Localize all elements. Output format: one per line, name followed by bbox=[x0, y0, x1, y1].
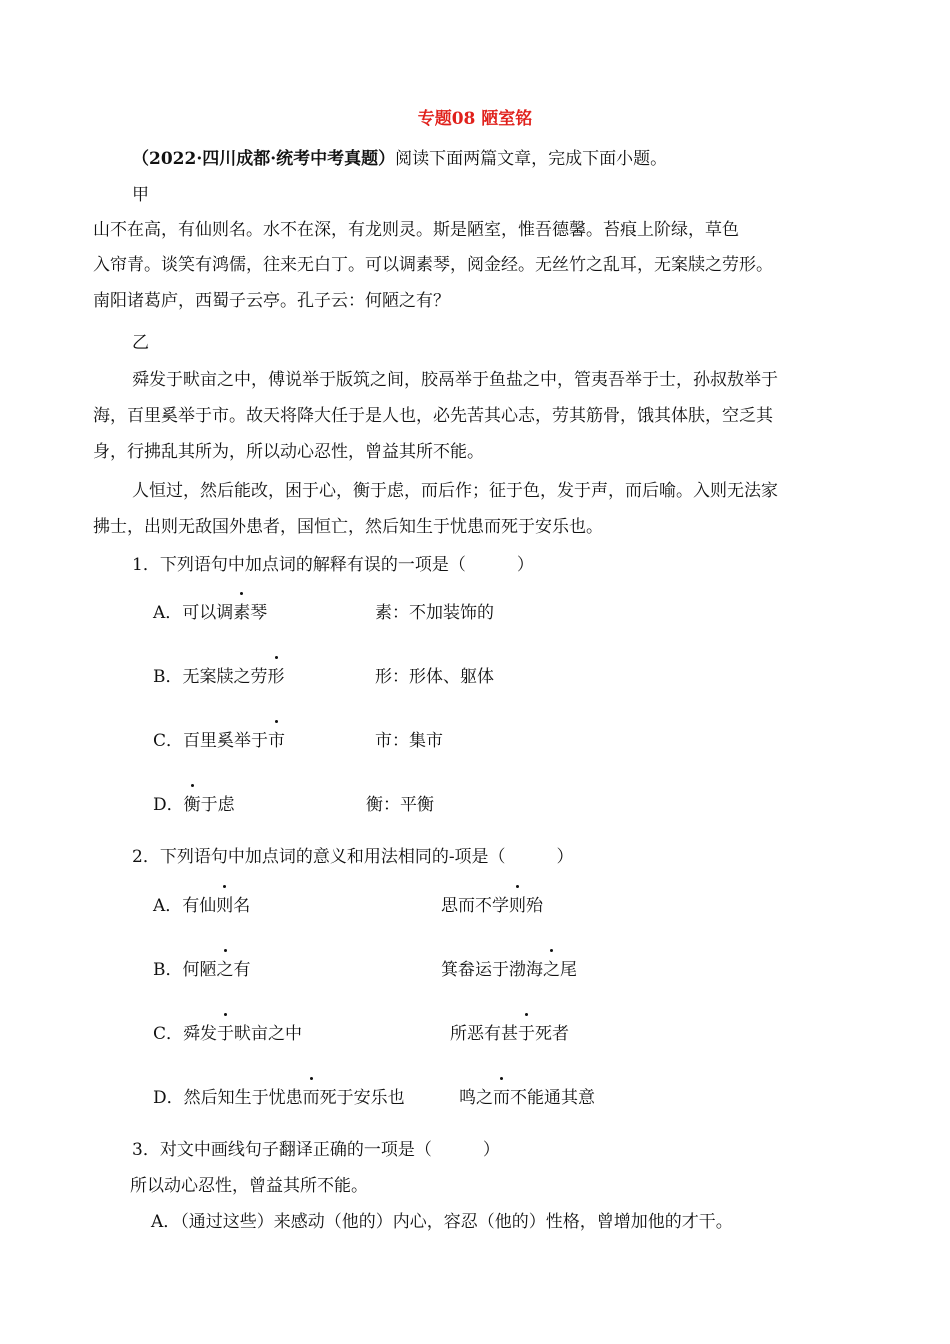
dotted-char: 形 bbox=[268, 662, 285, 687]
dotted-char: 衡 bbox=[184, 790, 201, 815]
q2-option-d-right: 鸣之而不能通其意 bbox=[459, 1083, 595, 1108]
q3-option-a: A．（通过这些）来感动（他的）内心，容忍（他的）性格，曾增加他的才干。 bbox=[151, 1212, 733, 1232]
yi-line: 身，行拂乱其所为，所以动心忍性，曾益其所不能。 bbox=[93, 442, 484, 462]
q1-option-d: D．衡于虑 bbox=[153, 790, 235, 815]
page-title: 专题08 陋室铭 bbox=[417, 109, 533, 129]
intro-line bbox=[132, 144, 667, 169]
question-1-stem: 1．下列语句中加点词的解释有误的一项是（ ） bbox=[132, 555, 534, 575]
source-label: （2022·四川成都·统考中考真题） bbox=[132, 149, 396, 169]
jia-label: 甲 bbox=[132, 185, 149, 205]
jia-line: 南阳诸葛庐，西蜀子云亭。孔子云：何陋之有？ bbox=[93, 291, 450, 311]
yi-line: 人恒过，然后能改，困于心，衡于虑，而后作；征于色，发于声，而后喻。入则无法家 bbox=[132, 481, 778, 501]
q1-option-d-answer: 衡：平衡 bbox=[366, 795, 434, 815]
yi-line: 舜发于畎亩之中，傅说举于版筑之间，胶鬲举于鱼盐之中，管夷吾举于士，孙叔敖举于 bbox=[132, 370, 778, 390]
dotted-char: 则 bbox=[216, 891, 233, 916]
q1-option-b: B．无案牍之劳形 bbox=[153, 662, 285, 687]
yi-label: 乙 bbox=[132, 333, 149, 353]
dotted-char: 于 bbox=[217, 1019, 234, 1044]
dotted-char: 而 bbox=[493, 1083, 510, 1108]
dotted-char: 而 bbox=[303, 1083, 320, 1108]
dotted-char: 素 bbox=[233, 598, 250, 623]
jia-line: 入帘青。谈笑有鸿儒，往来无白丁。可以调素琴，阅金经。无丝竹之乱耳，无案牍之劳形。 bbox=[93, 255, 773, 275]
q1-option-b-answer: 形：形体、躯体 bbox=[375, 667, 494, 687]
intro-text: 阅读下面两篇文章，完成下面小题。 bbox=[395, 149, 668, 169]
q1-option-a-answer: 素：不加装饰的 bbox=[375, 603, 494, 623]
question-2-stem: 2．下列语句中加点词的意义和用法相同的-项是（ ） bbox=[132, 847, 574, 867]
jia-line: 山不在高，有仙则名。水不在深，有龙则灵。斯是陋室，惟吾德馨。苔痕上阶绿，草色 bbox=[93, 220, 739, 240]
dotted-char: 则 bbox=[509, 891, 526, 916]
yi-line: 拂士，出则无敌国外患者，国恒亡，然后知生于忧患而死于安乐也。 bbox=[93, 517, 603, 537]
q2-option-c-right: 所恶有甚于死者 bbox=[450, 1019, 569, 1044]
yi-line: 海，百里奚举于市。故天将降大任于是人也，必先苦其心志，劳其筋骨，饿其体肤，空乏其 bbox=[93, 406, 773, 426]
dotted-char: 于 bbox=[518, 1019, 535, 1044]
dotted-char: 之 bbox=[217, 955, 234, 980]
q2-option-a-left: A．有仙则名 bbox=[153, 891, 250, 916]
q2-option-c-left: C．舜发于畎亩之中 bbox=[153, 1019, 302, 1044]
q1-option-c-answer: 市：集市 bbox=[375, 731, 443, 751]
q2-option-d-left: D．然后知生于忧患而死于安乐也 bbox=[153, 1083, 405, 1108]
dotted-char: 市 bbox=[268, 726, 285, 751]
q2-option-a-right: 思而不学则殆 bbox=[441, 891, 543, 916]
q2-option-b-left: B．何陋之有 bbox=[153, 955, 251, 980]
q1-option-c: C．百里奚举于市 bbox=[153, 726, 285, 751]
q3-sentence: 所以动心忍性，曾益其所不能。 bbox=[130, 1176, 368, 1196]
question-3-stem: 3．对文中画线句子翻译正确的一项是（ ） bbox=[132, 1140, 500, 1160]
dotted-char: 之 bbox=[543, 955, 560, 980]
q1-option-a: A．可以调素琴 bbox=[153, 598, 267, 623]
q2-option-b-right: 箕畚运于渤海之尾 bbox=[441, 955, 577, 980]
